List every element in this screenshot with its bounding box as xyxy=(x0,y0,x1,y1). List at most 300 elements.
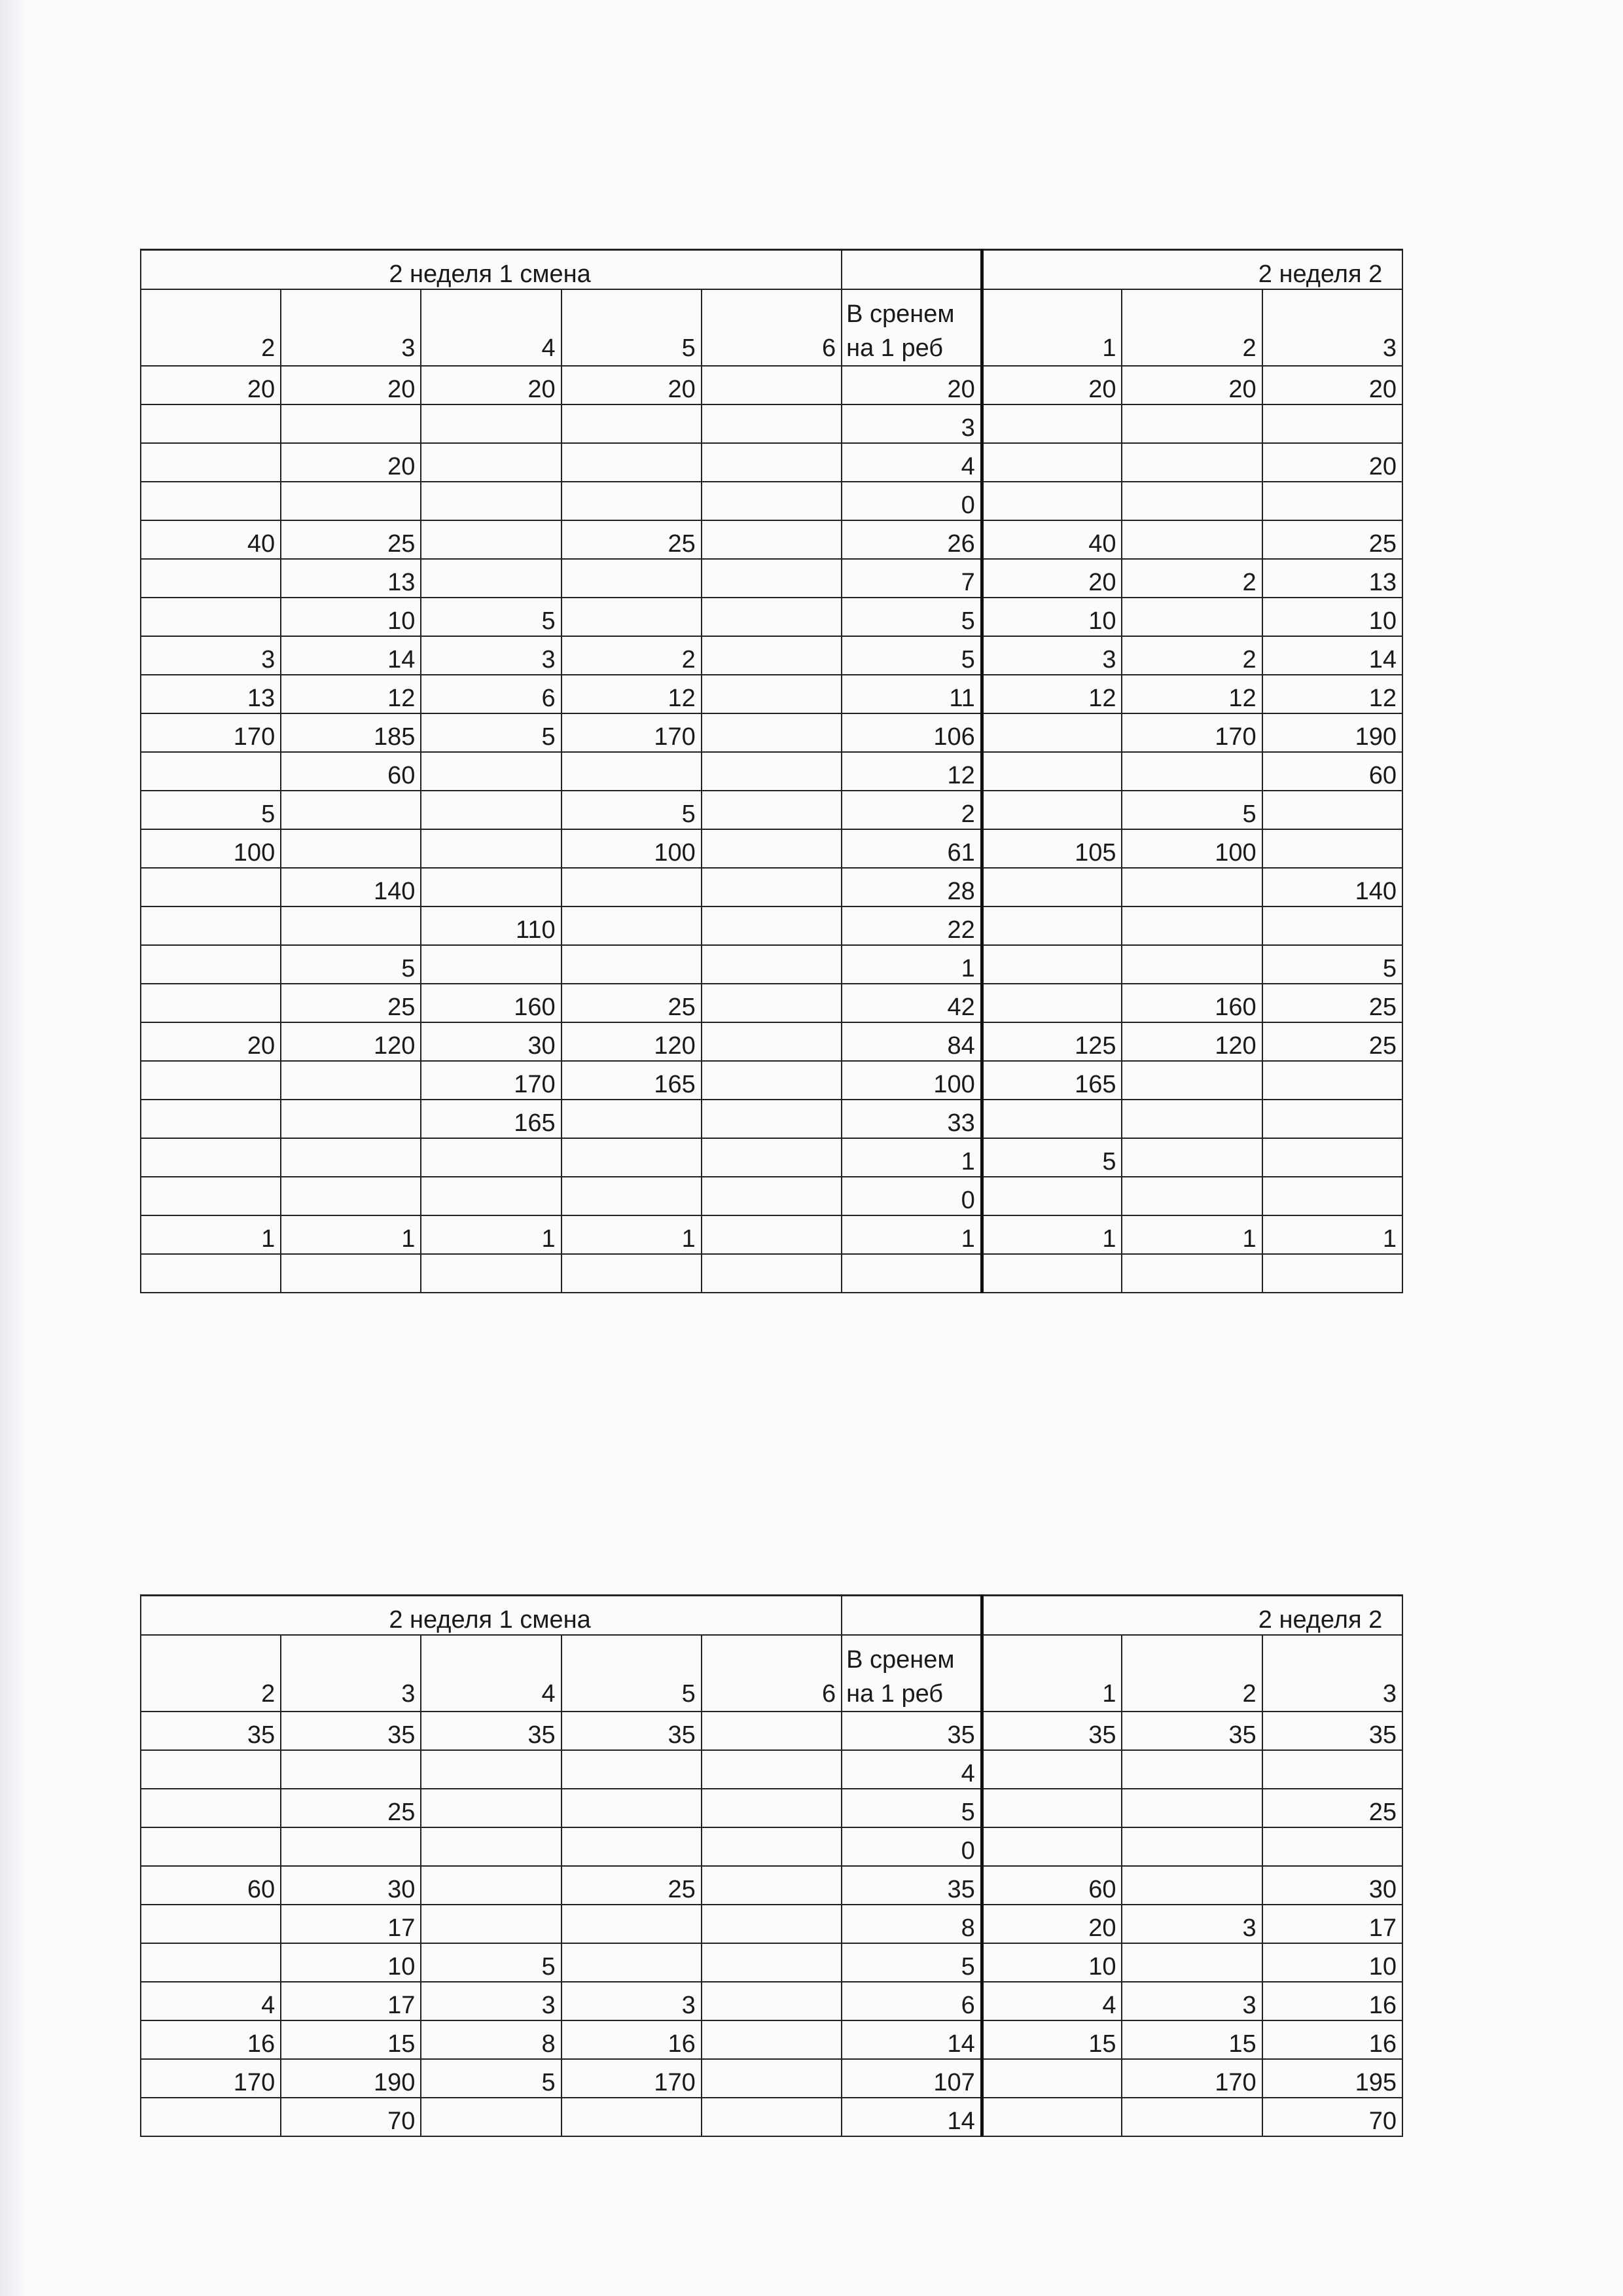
table-cell: 4 xyxy=(982,1982,1122,2020)
average-cell: 26 xyxy=(842,520,982,559)
title-row xyxy=(141,1596,1402,1636)
header-col-4: 4 xyxy=(421,1635,561,1712)
table-row xyxy=(141,829,1402,868)
table-cell: 170 xyxy=(1122,713,1262,752)
table-row xyxy=(141,2098,1402,2136)
table-cell xyxy=(141,1254,281,1293)
average-cell: 5 xyxy=(842,1943,982,1982)
table-cell xyxy=(702,1254,842,1293)
table-cell: 170 xyxy=(421,1061,561,1100)
table-row xyxy=(141,2020,1402,2059)
table-cell xyxy=(562,559,702,598)
table-cell xyxy=(702,752,842,791)
table-cell xyxy=(1262,1061,1402,1100)
table-cell xyxy=(141,2098,281,2136)
table-cell xyxy=(421,1827,561,1866)
table-cell: 6 xyxy=(421,675,561,713)
table-cell: 2 xyxy=(1122,636,1262,675)
table-cell xyxy=(1122,1100,1262,1138)
table-cell xyxy=(1262,1177,1402,1215)
table-row xyxy=(141,1866,1402,1905)
table-row xyxy=(141,1827,1402,1866)
menu-table-bottom-grid xyxy=(140,1594,1403,2137)
table-cell: 60 xyxy=(141,1866,281,1905)
table-cell: 35 xyxy=(281,1712,421,1750)
table-cell: 20 xyxy=(1122,366,1262,404)
table-row xyxy=(141,520,1402,559)
table-cell xyxy=(982,868,1122,906)
table-row xyxy=(141,559,1402,598)
table-cell xyxy=(1262,1100,1402,1138)
table-cell xyxy=(702,1712,842,1750)
header-col-2: 2 xyxy=(1122,1635,1262,1712)
table-cell: 14 xyxy=(1262,636,1402,675)
table-cell xyxy=(1122,906,1262,945)
header-col-5: 5 xyxy=(562,289,702,366)
table-cell xyxy=(702,1866,842,1905)
table-cell: 17 xyxy=(1262,1905,1402,1943)
table-cell xyxy=(982,1254,1122,1293)
table-cell: 70 xyxy=(281,2098,421,2136)
table-cell: 2 xyxy=(1122,559,1262,598)
table-cell xyxy=(281,906,421,945)
table-cell: 10 xyxy=(1262,1943,1402,1982)
table-row xyxy=(141,2059,1402,2098)
title-right: 2 неделя 2 xyxy=(982,250,1402,290)
table-cell: 17 xyxy=(281,1982,421,2020)
average-cell: 1 xyxy=(842,1138,982,1177)
average-cell: 5 xyxy=(842,636,982,675)
average-cell: 22 xyxy=(842,906,982,945)
table-cell xyxy=(1122,1827,1262,1866)
table-cell: 35 xyxy=(141,1712,281,1750)
table-cell: 25 xyxy=(281,984,421,1022)
table-row xyxy=(141,443,1402,482)
table-cell: 120 xyxy=(562,1022,702,1061)
average-cell: 11 xyxy=(842,675,982,713)
table-cell: 25 xyxy=(562,984,702,1022)
table-cell xyxy=(702,1789,842,1827)
menu-table-bottom xyxy=(140,1594,1397,2137)
table-cell xyxy=(562,1789,702,1827)
table-cell xyxy=(702,1177,842,1215)
table-cell xyxy=(702,1905,842,1943)
table-cell xyxy=(702,945,842,984)
table-cell: 25 xyxy=(1262,1022,1402,1061)
table-row xyxy=(141,906,1402,945)
average-cell: 14 xyxy=(842,2098,982,2136)
table-cell xyxy=(702,443,842,482)
table-cell xyxy=(982,984,1122,1022)
header-col-2: 2 xyxy=(1122,289,1262,366)
header-col-5: 5 xyxy=(562,1635,702,1712)
table-cell: 140 xyxy=(1262,868,1402,906)
table-row xyxy=(141,1138,1402,1177)
table-cell: 30 xyxy=(421,1022,561,1061)
table-cell: 12 xyxy=(562,675,702,713)
table-row xyxy=(141,1982,1402,2020)
table-cell xyxy=(982,1177,1122,1215)
table-cell xyxy=(1262,404,1402,443)
table-cell xyxy=(1262,482,1402,520)
table-cell: 190 xyxy=(1262,713,1402,752)
table-cell xyxy=(702,1061,842,1100)
table-cell xyxy=(702,520,842,559)
table-cell xyxy=(421,520,561,559)
table-cell xyxy=(982,752,1122,791)
table-row xyxy=(141,1943,1402,1982)
table-cell: 10 xyxy=(982,598,1122,636)
table-cell xyxy=(702,1022,842,1061)
table-cell: 12 xyxy=(1262,675,1402,713)
table-cell: 160 xyxy=(1122,984,1262,1022)
header-col-1: 1 xyxy=(982,289,1122,366)
table-cell xyxy=(702,906,842,945)
table-cell: 16 xyxy=(141,2020,281,2059)
table-cell xyxy=(421,482,561,520)
table-cell xyxy=(702,2098,842,2136)
table-cell: 5 xyxy=(281,945,421,984)
table-cell: 165 xyxy=(421,1100,561,1138)
table-row xyxy=(141,636,1402,675)
table-cell xyxy=(281,1138,421,1177)
table-cell: 60 xyxy=(982,1866,1122,1905)
table-cell xyxy=(1122,1866,1262,1905)
table-row xyxy=(141,598,1402,636)
average-cell: 14 xyxy=(842,2020,982,2059)
table-row xyxy=(141,945,1402,984)
table-cell: 2 xyxy=(562,636,702,675)
table-cell xyxy=(1122,1254,1262,1293)
table-cell xyxy=(421,1789,561,1827)
table-cell xyxy=(702,598,842,636)
table-row xyxy=(141,1712,1402,1750)
table-cell: 25 xyxy=(1262,520,1402,559)
table-row xyxy=(141,791,1402,829)
table-cell xyxy=(982,1827,1122,1866)
table-cell xyxy=(562,404,702,443)
table-cell: 20 xyxy=(281,366,421,404)
table-cell xyxy=(1262,1750,1402,1789)
table-cell: 12 xyxy=(1122,675,1262,713)
table-cell xyxy=(141,1905,281,1943)
table-cell: 170 xyxy=(562,2059,702,2098)
header-col-2: 2 xyxy=(141,289,281,366)
table-row xyxy=(141,713,1402,752)
table-cell xyxy=(1262,829,1402,868)
table-cell: 13 xyxy=(1262,559,1402,598)
table-cell: 170 xyxy=(562,713,702,752)
title-row xyxy=(141,250,1402,290)
table-cell xyxy=(1122,404,1262,443)
average-cell: 6 xyxy=(842,1982,982,2020)
table-cell xyxy=(702,1100,842,1138)
table-cell: 35 xyxy=(421,1712,561,1750)
average-cell: 100 xyxy=(842,1061,982,1100)
table-cell xyxy=(421,752,561,791)
table-cell xyxy=(141,1061,281,1100)
table-row xyxy=(141,1789,1402,1827)
page-edge-shadow xyxy=(0,0,26,2296)
table-cell xyxy=(702,2059,842,2098)
table-cell xyxy=(281,1177,421,1215)
table-cell xyxy=(1122,1943,1262,1982)
average-cell: 84 xyxy=(842,1022,982,1061)
table-cell xyxy=(141,984,281,1022)
average-cell: 28 xyxy=(842,868,982,906)
table-cell xyxy=(141,482,281,520)
table-cell: 5 xyxy=(421,598,561,636)
header-col-3: 3 xyxy=(1262,1635,1402,1712)
table-cell xyxy=(982,443,1122,482)
table-cell xyxy=(421,1750,561,1789)
table-cell xyxy=(982,1750,1122,1789)
table-cell xyxy=(421,1254,561,1293)
table-cell xyxy=(141,443,281,482)
table-cell: 1 xyxy=(141,1215,281,1254)
table-cell: 3 xyxy=(1122,1905,1262,1943)
table-cell: 20 xyxy=(1262,443,1402,482)
table-cell xyxy=(562,443,702,482)
table-cell: 70 xyxy=(1262,2098,1402,2136)
table-cell xyxy=(141,1943,281,1982)
table-cell: 20 xyxy=(982,559,1122,598)
table-cell: 20 xyxy=(421,366,561,404)
table-cell xyxy=(281,791,421,829)
table-cell: 25 xyxy=(1262,1789,1402,1827)
table-cell: 17 xyxy=(281,1905,421,1943)
table-cell xyxy=(421,868,561,906)
table-cell: 120 xyxy=(281,1022,421,1061)
table-cell xyxy=(281,1100,421,1138)
table-cell xyxy=(1122,1138,1262,1177)
header-average-per-child: В сренем на 1 реб xyxy=(842,289,982,366)
header-col-6: 6 xyxy=(702,1635,842,1712)
table-cell xyxy=(982,791,1122,829)
table-row xyxy=(141,1254,1402,1293)
table-cell xyxy=(702,713,842,752)
table-cell: 15 xyxy=(281,2020,421,2059)
table-cell xyxy=(702,404,842,443)
table-cell: 195 xyxy=(1262,2059,1402,2098)
table-cell xyxy=(1122,443,1262,482)
average-cell: 106 xyxy=(842,713,982,752)
table-cell xyxy=(562,1943,702,1982)
table-cell: 40 xyxy=(982,520,1122,559)
table-cell xyxy=(702,675,842,713)
table-row xyxy=(141,1215,1402,1254)
average-cell: 42 xyxy=(842,984,982,1022)
table-cell: 16 xyxy=(562,2020,702,2059)
table-cell: 5 xyxy=(141,791,281,829)
title-left: 2 неделя 1 смена xyxy=(141,250,842,290)
table-cell xyxy=(702,829,842,868)
table-row xyxy=(141,752,1402,791)
table-cell xyxy=(702,1215,842,1254)
table-cell xyxy=(141,1177,281,1215)
table-row xyxy=(141,868,1402,906)
table-row xyxy=(141,984,1402,1022)
table-cell: 13 xyxy=(281,559,421,598)
table-cell: 1 xyxy=(562,1215,702,1254)
table-cell xyxy=(141,945,281,984)
table-cell: 165 xyxy=(562,1061,702,1100)
table-cell xyxy=(1122,1789,1262,1827)
table-cell: 60 xyxy=(281,752,421,791)
table-cell xyxy=(141,1789,281,1827)
table-cell: 5 xyxy=(562,791,702,829)
average-cell: 4 xyxy=(842,443,982,482)
table-cell: 160 xyxy=(421,984,561,1022)
table-cell xyxy=(1122,1061,1262,1100)
table-row xyxy=(141,675,1402,713)
table-cell xyxy=(141,752,281,791)
table-cell xyxy=(141,1138,281,1177)
table-cell: 3 xyxy=(562,1982,702,2020)
table-cell xyxy=(1262,1827,1402,1866)
table-cell xyxy=(141,906,281,945)
table-cell xyxy=(141,868,281,906)
average-cell: 4 xyxy=(842,1750,982,1789)
table-cell xyxy=(1262,1138,1402,1177)
table-cell xyxy=(421,404,561,443)
table-cell xyxy=(982,906,1122,945)
table-cell: 35 xyxy=(1122,1712,1262,1750)
table-cell xyxy=(702,984,842,1022)
table-cell: 15 xyxy=(1122,2020,1262,2059)
menu-table-top-grid xyxy=(140,249,1403,1293)
table-row xyxy=(141,366,1402,404)
table-cell: 5 xyxy=(421,1943,561,1982)
table-cell xyxy=(1122,868,1262,906)
average-cell: 1 xyxy=(842,945,982,984)
title-right: 2 неделя 2 xyxy=(982,1596,1402,1636)
table-cell xyxy=(562,945,702,984)
table-cell xyxy=(562,598,702,636)
table-cell xyxy=(982,1789,1122,1827)
table-cell: 8 xyxy=(421,2020,561,2059)
table-cell: 1 xyxy=(421,1215,561,1254)
header-col-2: 2 xyxy=(141,1635,281,1712)
table-cell xyxy=(141,1750,281,1789)
average-cell: 35 xyxy=(842,1866,982,1905)
table-cell: 100 xyxy=(562,829,702,868)
table-cell xyxy=(982,404,1122,443)
average-cell: 0 xyxy=(842,1177,982,1215)
table-cell xyxy=(1262,1254,1402,1293)
table-cell: 170 xyxy=(141,2059,281,2098)
table-cell xyxy=(562,752,702,791)
table-cell xyxy=(1262,906,1402,945)
table-cell: 10 xyxy=(1262,598,1402,636)
table-cell xyxy=(562,1827,702,1866)
table-cell: 3 xyxy=(421,636,561,675)
table-cell xyxy=(421,2098,561,2136)
table-cell xyxy=(702,482,842,520)
table-cell xyxy=(702,1943,842,1982)
table-cell xyxy=(1122,2098,1262,2136)
table-cell: 40 xyxy=(141,520,281,559)
table-cell: 12 xyxy=(982,675,1122,713)
title-left: 2 неделя 1 смена xyxy=(141,1596,842,1636)
table-cell: 3 xyxy=(982,636,1122,675)
table-cell xyxy=(982,2059,1122,2098)
average-cell: 12 xyxy=(842,752,982,791)
table-cell: 100 xyxy=(141,829,281,868)
table-cell: 16 xyxy=(1262,1982,1402,2020)
table-cell: 10 xyxy=(982,1943,1122,1982)
table-cell xyxy=(421,945,561,984)
table-row xyxy=(141,1100,1402,1138)
table-cell: 12 xyxy=(281,675,421,713)
table-cell: 5 xyxy=(982,1138,1122,1177)
table-cell xyxy=(421,1138,561,1177)
table-cell: 30 xyxy=(281,1866,421,1905)
table-cell: 30 xyxy=(1262,1866,1402,1905)
table-cell xyxy=(982,945,1122,984)
average-cell: 61 xyxy=(842,829,982,868)
table-cell xyxy=(281,1827,421,1866)
table-cell xyxy=(982,713,1122,752)
header-col-3: 3 xyxy=(281,289,421,366)
table-cell: 140 xyxy=(281,868,421,906)
table-cell xyxy=(141,598,281,636)
table-cell xyxy=(702,559,842,598)
table-cell xyxy=(702,366,842,404)
table-cell xyxy=(421,791,561,829)
average-cell: 107 xyxy=(842,2059,982,2098)
table-cell xyxy=(562,1177,702,1215)
table-cell: 25 xyxy=(562,520,702,559)
table-row xyxy=(141,404,1402,443)
table-cell xyxy=(982,1100,1122,1138)
table-cell xyxy=(702,1827,842,1866)
table-cell: 10 xyxy=(281,1943,421,1982)
title-blank-cell xyxy=(842,250,982,290)
table-cell: 60 xyxy=(1262,752,1402,791)
table-cell xyxy=(562,482,702,520)
table-cell: 105 xyxy=(982,829,1122,868)
average-cell: 3 xyxy=(842,404,982,443)
table-cell xyxy=(702,1138,842,1177)
table-cell: 165 xyxy=(982,1061,1122,1100)
average-cell: 35 xyxy=(842,1712,982,1750)
table-cell xyxy=(702,1750,842,1789)
table-row xyxy=(141,1905,1402,1943)
table-cell: 1 xyxy=(982,1215,1122,1254)
table-cell: 16 xyxy=(1262,2020,1402,2059)
table-cell: 35 xyxy=(982,1712,1122,1750)
table-cell: 5 xyxy=(421,2059,561,2098)
average-cell: 5 xyxy=(842,1789,982,1827)
table-cell xyxy=(702,791,842,829)
table-cell xyxy=(141,559,281,598)
table-cell: 110 xyxy=(421,906,561,945)
table-cell: 13 xyxy=(141,675,281,713)
table-cell xyxy=(1122,945,1262,984)
table-cell: 20 xyxy=(1262,366,1402,404)
table-cell: 20 xyxy=(982,366,1122,404)
table-cell xyxy=(982,482,1122,520)
header-col-4: 4 xyxy=(421,289,561,366)
table-cell xyxy=(562,1100,702,1138)
table-cell xyxy=(702,2020,842,2059)
table-cell xyxy=(562,1254,702,1293)
table-cell: 100 xyxy=(1122,829,1262,868)
table-cell xyxy=(1122,598,1262,636)
table-cell: 35 xyxy=(1262,1712,1402,1750)
table-cell: 10 xyxy=(281,598,421,636)
